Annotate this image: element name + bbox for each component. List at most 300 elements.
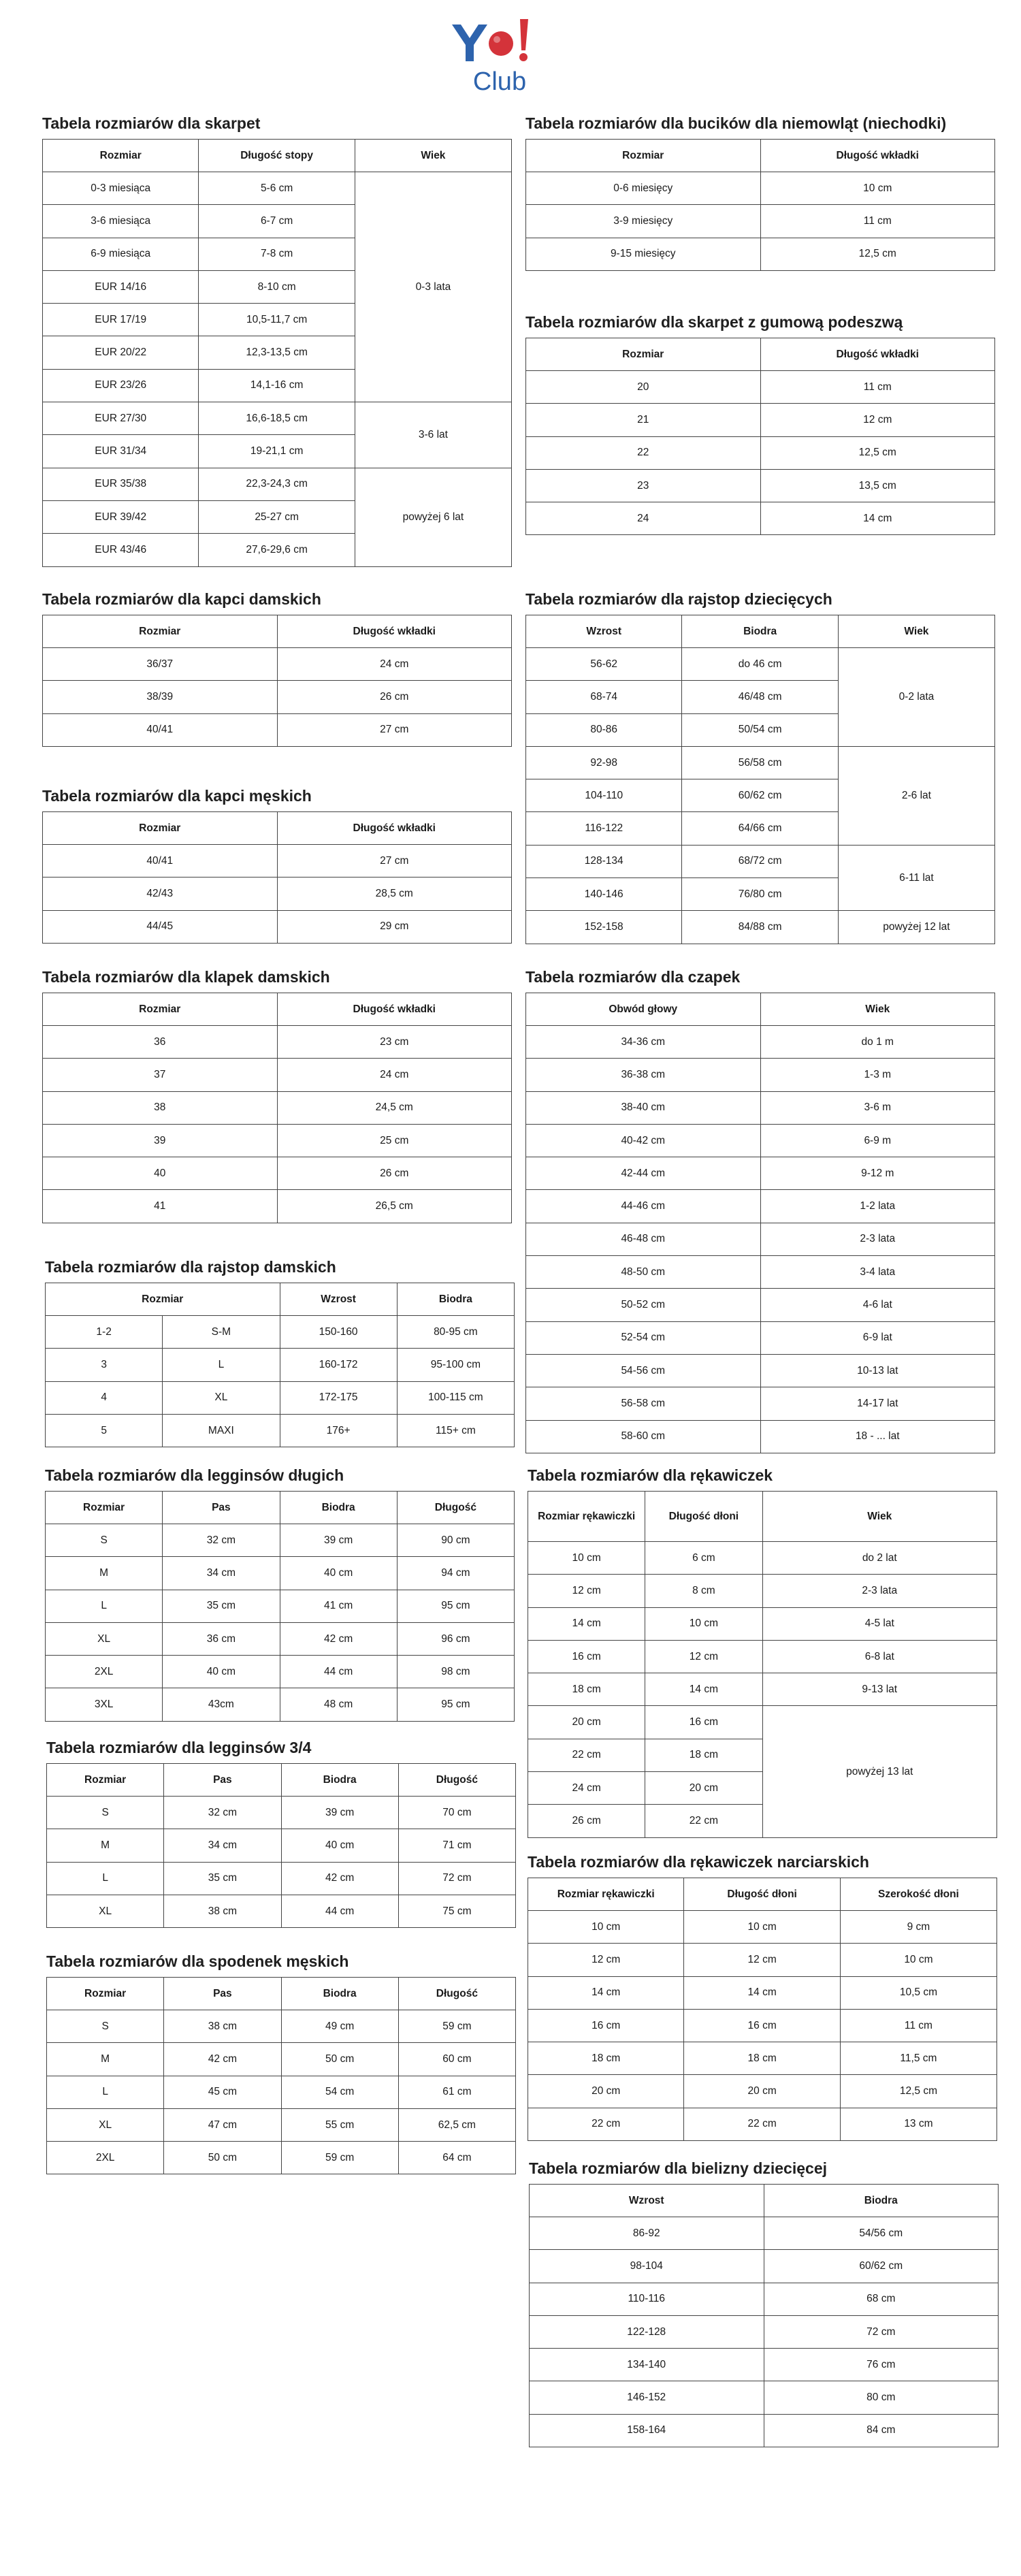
- table-cell: 96 cm: [397, 1622, 514, 1655]
- table-cell: EUR 17/19: [43, 304, 199, 336]
- table-header-cell: Długość wkładki: [277, 993, 512, 1026]
- section-title: Tabela rozmiarów dla bielizny dziecięcej: [529, 2159, 827, 2177]
- table-header-cell: Rozmiar: [46, 1283, 280, 1316]
- table-cell: 10 cm: [840, 1944, 996, 1976]
- table-header-cell: Długość: [397, 1492, 514, 1524]
- table-header-cell: Rozmiar: [47, 1978, 164, 2010]
- table-row: [526, 1420, 995, 1453]
- table-row: [43, 402, 512, 435]
- table-cell: 10,5-11,7 cm: [199, 304, 355, 336]
- table-cell: 3-4 lata: [760, 1256, 995, 1289]
- table-cell: MAXI: [163, 1414, 280, 1447]
- table-cell: 76 cm: [764, 2349, 999, 2381]
- table-cell: 40-42 cm: [526, 1124, 761, 1157]
- table-cell: 80 cm: [764, 2381, 999, 2414]
- table-cell: 38 cm: [164, 1895, 281, 1927]
- table-cell: 6-7 cm: [199, 205, 355, 238]
- table-header-cell: Długość wkładki: [760, 338, 995, 371]
- section-rajstop-dz: [525, 589, 995, 944]
- section-kapci-m: [42, 786, 512, 944]
- size-table-kapci-d: [42, 615, 512, 747]
- table-cell: 116-122: [526, 812, 682, 845]
- table-row: [46, 1688, 515, 1721]
- table-cell: 6-9 lat: [760, 1321, 995, 1354]
- table-row: [46, 1622, 515, 1655]
- table-cell: 16 cm: [645, 1706, 762, 1739]
- table-cell: 6-9 m: [760, 1124, 995, 1157]
- section-title: Tabela rozmiarów dla legginsów 3/4: [46, 1739, 312, 1756]
- table-header-row: [526, 140, 995, 172]
- table-cell: 61 cm: [398, 2076, 515, 2108]
- table-cell: 14 cm: [684, 1976, 840, 2009]
- table-cell: powyżej 6 lat: [355, 468, 511, 566]
- table-cell: 68 cm: [764, 2283, 999, 2315]
- table-cell: 0-3 lata: [355, 172, 511, 402]
- size-table-rekaw-narc: [528, 1878, 997, 2141]
- table-cell: 46/48 cm: [682, 681, 838, 713]
- table-cell: 134-140: [530, 2349, 764, 2381]
- table-row: [43, 713, 512, 746]
- table-cell: 59 cm: [281, 2142, 398, 2174]
- table-cell: powyżej 12 lat: [838, 911, 994, 944]
- table-header-cell: Biodra: [281, 1764, 398, 1797]
- table-cell: 40/41: [43, 713, 278, 746]
- table-header-cell: Pas: [164, 1764, 281, 1797]
- table-cell: 4: [46, 1381, 163, 1414]
- table-cell: 12,5 cm: [760, 238, 995, 270]
- table-cell: 50/54 cm: [682, 713, 838, 746]
- table-cell: 54/56 cm: [764, 2217, 999, 2250]
- table-cell: 110-116: [530, 2283, 764, 2315]
- table-cell: 49 cm: [281, 2010, 398, 2043]
- table-cell: 3-6 miesiąca: [43, 205, 199, 238]
- table-cell: 4-6 lat: [760, 1289, 995, 1321]
- section-title: Tabela rozmiarów dla rajstop damskich: [45, 1258, 336, 1276]
- table-cell: XL: [47, 1895, 164, 1927]
- section-spodenek: [46, 1951, 516, 2174]
- table-cell: 150-160: [280, 1316, 397, 1349]
- table-row: [47, 1797, 516, 1829]
- table-row: [530, 2283, 999, 2315]
- table-row: [528, 1542, 997, 1575]
- table-row: [526, 404, 995, 436]
- table-cell: 10 cm: [684, 1911, 840, 1944]
- table-row: [528, 1944, 997, 1976]
- table-cell: 1-2: [46, 1316, 163, 1349]
- table-cell: 56/58 cm: [682, 746, 838, 779]
- table-cell: 18 cm: [528, 1673, 645, 1706]
- table-row: [46, 1381, 515, 1414]
- table-row: [526, 172, 995, 205]
- table-header-cell: Rozmiar: [46, 1492, 163, 1524]
- table-cell: 39 cm: [280, 1524, 397, 1557]
- table-cell: 72 cm: [398, 1862, 515, 1895]
- section-leg-dl: [45, 1465, 515, 1722]
- table-cell: 60 cm: [398, 2043, 515, 2076]
- section-title: Tabela rozmiarów dla rękawiczek: [528, 1466, 773, 1484]
- table-header-row: [47, 1764, 516, 1797]
- table-cell: 22,3-24,3 cm: [199, 468, 355, 500]
- table-cell: 100-115 cm: [397, 1381, 514, 1414]
- table-row: [528, 1911, 997, 1944]
- table-header-cell: Wiek: [762, 1492, 997, 1542]
- table-cell: 22 cm: [645, 1805, 762, 1837]
- table-cell: 95 cm: [397, 1590, 514, 1622]
- table-cell: 84 cm: [764, 2414, 999, 2447]
- table-row: [526, 1321, 995, 1354]
- table-cell: 21: [526, 404, 761, 436]
- yo-club-logo-icon: [442, 10, 538, 97]
- table-cell: 13 cm: [840, 2108, 996, 2140]
- table-row: [43, 1157, 512, 1190]
- table-cell: 26 cm: [277, 1157, 512, 1190]
- table-row: [47, 2142, 516, 2174]
- table-row: [526, 1354, 995, 1387]
- table-row: [528, 1640, 997, 1673]
- table-header-cell: Rozmiar: [47, 1764, 164, 1797]
- table-row: [47, 1895, 516, 1927]
- table-cell: 16 cm: [528, 1640, 645, 1673]
- table-cell: do 2 lat: [762, 1542, 997, 1575]
- table-cell: 140-146: [526, 878, 682, 911]
- table-cell: 36-38 cm: [526, 1059, 761, 1091]
- table-header-row: [528, 1492, 997, 1542]
- table-cell: 1-2 lata: [760, 1190, 995, 1223]
- table-cell: 2XL: [47, 2142, 164, 2174]
- table-cell: 2-3 lata: [762, 1575, 997, 1607]
- table-row: [43, 1026, 512, 1059]
- table-cell: 26 cm: [277, 681, 512, 713]
- table-cell: 152-158: [526, 911, 682, 944]
- section-rajstop-dam: [45, 1257, 515, 1447]
- table-cell: do 46 cm: [682, 648, 838, 681]
- table-row: [528, 1673, 997, 1706]
- table-row: [43, 172, 512, 205]
- table-cell: 27,6-29,6 cm: [199, 534, 355, 566]
- table-header-cell: Pas: [164, 1978, 281, 2010]
- table-cell: 54-56 cm: [526, 1354, 761, 1387]
- size-table-klapek: [42, 993, 512, 1223]
- section-leg-34: [46, 1737, 516, 1928]
- table-cell: 27 cm: [277, 845, 512, 878]
- table-row: [528, 2075, 997, 2108]
- table-cell: 18 cm: [528, 2042, 684, 2075]
- table-cell: 10,5 cm: [840, 1976, 996, 2009]
- table-cell: EUR 27/30: [43, 402, 199, 435]
- table-cell: 3-6 lat: [355, 402, 511, 468]
- table-header-cell: Długość wkładki: [760, 140, 995, 172]
- table-header-cell: Pas: [163, 1492, 280, 1524]
- table-cell: 9 cm: [840, 1911, 996, 1944]
- table-cell: EUR 14/16: [43, 270, 199, 303]
- table-cell: XL: [46, 1622, 163, 1655]
- table-row: [530, 2349, 999, 2381]
- table-header-cell: Długość dłoni: [684, 1878, 840, 1911]
- table-cell: 64 cm: [398, 2142, 515, 2174]
- table-cell: 24 cm: [277, 1059, 512, 1091]
- table-header-row: [528, 1878, 997, 1911]
- table-cell: 24 cm: [277, 648, 512, 681]
- table-row: [47, 1862, 516, 1895]
- table-cell: 45 cm: [164, 2076, 281, 2108]
- table-cell: EUR 35/38: [43, 468, 199, 500]
- section-bielizny: [529, 2158, 999, 2447]
- table-cell: 26,5 cm: [277, 1190, 512, 1223]
- logo: [442, 10, 538, 97]
- table-row: [43, 648, 512, 681]
- table-header-cell: Długość wkładki: [277, 615, 512, 648]
- table-cell: 38 cm: [164, 2010, 281, 2043]
- table-cell: 62,5 cm: [398, 2108, 515, 2141]
- table-cell: 20 cm: [684, 2075, 840, 2108]
- table-cell: 20: [526, 371, 761, 404]
- table-header-cell: Długość stopy: [199, 140, 355, 172]
- table-cell: 14 cm: [528, 1607, 645, 1640]
- table-cell: 1-3 m: [760, 1059, 995, 1091]
- table-cell: 2XL: [46, 1656, 163, 1688]
- table-cell: 29 cm: [277, 910, 512, 943]
- table-cell: 13,5 cm: [760, 469, 995, 502]
- table-cell: 32 cm: [163, 1524, 280, 1557]
- table-header-row: [43, 993, 512, 1026]
- table-cell: 46-48 cm: [526, 1223, 761, 1255]
- table-cell: L: [163, 1349, 280, 1381]
- table-row: [46, 1656, 515, 1688]
- table-row: [526, 205, 995, 238]
- table-cell: do 1 m: [760, 1026, 995, 1059]
- table-row: [526, 1124, 995, 1157]
- table-row: [46, 1316, 515, 1349]
- table-cell: 160-172: [280, 1349, 397, 1381]
- table-cell: L: [47, 2076, 164, 2108]
- section-title: Tabela rozmiarów dla skarpet: [42, 114, 261, 132]
- table-cell: 158-164: [530, 2414, 764, 2447]
- table-row: [528, 2042, 997, 2075]
- table-header-cell: Wiek: [760, 993, 995, 1026]
- table-row: [528, 2009, 997, 2042]
- table-cell: 44/45: [43, 910, 278, 943]
- table-cell: 36: [43, 1026, 278, 1059]
- table-row: [528, 1706, 997, 1739]
- table-header-row: [47, 1978, 516, 2010]
- table-row: [526, 845, 995, 878]
- table-cell: 56-62: [526, 648, 682, 681]
- table-cell: 27 cm: [277, 713, 512, 746]
- table-cell: 3-9 miesięcy: [526, 205, 761, 238]
- table-cell: L: [46, 1590, 163, 1622]
- table-row: [526, 371, 995, 404]
- table-cell: 68/72 cm: [682, 845, 838, 878]
- table-cell: EUR 20/22: [43, 336, 199, 369]
- table-header-cell: Biodra: [397, 1283, 514, 1316]
- size-table-leg-dl: [45, 1491, 515, 1722]
- section-title: Tabela rozmiarów dla kapci męskich: [42, 787, 312, 805]
- table-row: [530, 2414, 999, 2447]
- table-row: [526, 1157, 995, 1190]
- table-cell: 12 cm: [684, 1944, 840, 1976]
- table-cell: 11,5 cm: [840, 2042, 996, 2075]
- table-header-cell: Obwód głowy: [526, 993, 761, 1026]
- table-cell: XL: [163, 1381, 280, 1414]
- table-cell: 20 cm: [528, 2075, 684, 2108]
- table-row: [526, 1256, 995, 1289]
- table-cell: 94 cm: [397, 1557, 514, 1590]
- table-cell: 50 cm: [164, 2142, 281, 2174]
- table-header-cell: Wiek: [838, 615, 994, 648]
- table-row: [530, 2250, 999, 2283]
- table-cell: S-M: [163, 1316, 280, 1349]
- table-row: [526, 502, 995, 535]
- table-header-row: [43, 615, 512, 648]
- table-cell: 9-15 miesięcy: [526, 238, 761, 270]
- table-cell: 40 cm: [280, 1557, 397, 1590]
- table-cell: 80-86: [526, 713, 682, 746]
- table-cell: 16 cm: [684, 2009, 840, 2042]
- table-row: [526, 469, 995, 502]
- table-row: [526, 1059, 995, 1091]
- table-row: [526, 1026, 995, 1059]
- table-cell: 104-110: [526, 779, 682, 812]
- table-cell: 38: [43, 1091, 278, 1124]
- table-cell: 58-60 cm: [526, 1420, 761, 1453]
- table-row: [528, 1976, 997, 2009]
- table-cell: 60/62 cm: [682, 779, 838, 812]
- table-cell: 11 cm: [760, 205, 995, 238]
- table-cell: 44 cm: [281, 1895, 398, 1927]
- table-cell: 12 cm: [760, 404, 995, 436]
- section-klapek: [42, 967, 512, 1223]
- table-row: [526, 436, 995, 469]
- section-bucikow: [525, 113, 995, 271]
- table-cell: EUR 39/42: [43, 500, 199, 533]
- table-cell: S: [47, 2010, 164, 2043]
- table-cell: 37: [43, 1059, 278, 1091]
- table-cell: 176+: [280, 1414, 397, 1447]
- section-skarpet: [42, 113, 512, 567]
- table-cell: S: [47, 1797, 164, 1829]
- table-cell: L: [47, 1862, 164, 1895]
- table-cell: 56-58 cm: [526, 1387, 761, 1420]
- table-cell: 7-8 cm: [199, 238, 355, 270]
- table-header-cell: Rozmiar: [43, 615, 278, 648]
- table-cell: 12,5 cm: [840, 2075, 996, 2108]
- table-cell: 22 cm: [528, 2108, 684, 2140]
- table-row: [46, 1557, 515, 1590]
- table-header-row: [46, 1492, 515, 1524]
- table-cell: 40/41: [43, 845, 278, 878]
- table-row: [43, 910, 512, 943]
- table-cell: 28,5 cm: [277, 878, 512, 910]
- table-row: [43, 1091, 512, 1124]
- size-table-skarpet: [42, 139, 512, 567]
- table-row: [526, 1223, 995, 1255]
- table-cell: 22 cm: [684, 2108, 840, 2140]
- table-cell: 24 cm: [528, 1772, 645, 1805]
- table-header-cell: Długość: [398, 1764, 515, 1797]
- table-cell: 95-100 cm: [397, 1349, 514, 1381]
- section-title: Tabela rozmiarów dla spodenek męskich: [46, 1952, 349, 1970]
- table-cell: M: [47, 1829, 164, 1862]
- table-header-cell: Biodra: [682, 615, 838, 648]
- table-cell: M: [46, 1557, 163, 1590]
- table-header-cell: Biodra: [281, 1978, 398, 2010]
- table-cell: 10 cm: [645, 1607, 762, 1640]
- logo-club-text: Club: [472, 67, 527, 96]
- table-cell: 55 cm: [281, 2108, 398, 2141]
- table-cell: 76/80 cm: [682, 878, 838, 911]
- table-header-cell: Długość wkładki: [277, 812, 512, 845]
- table-cell: 115+ cm: [397, 1414, 514, 1447]
- table-cell: 11 cm: [840, 2009, 996, 2042]
- table-cell: 92-98: [526, 746, 682, 779]
- table-cell: 23 cm: [277, 1026, 512, 1059]
- table-cell: 14 cm: [645, 1673, 762, 1706]
- table-cell: 75 cm: [398, 1895, 515, 1927]
- table-cell: 10 cm: [760, 172, 995, 205]
- table-header-row: [530, 2185, 999, 2217]
- table-header-row: [43, 140, 512, 172]
- table-cell: 25 cm: [277, 1124, 512, 1157]
- table-cell: 54 cm: [281, 2076, 398, 2108]
- section-title: Tabela rozmiarów dla rękawiczek narciarskich: [528, 1853, 869, 1871]
- table-cell: 172-175: [280, 1381, 397, 1414]
- table-cell: 14-17 lat: [760, 1387, 995, 1420]
- table-header-cell: Szerokość dłoni: [840, 1878, 996, 1911]
- table-cell: EUR 43/46: [43, 534, 199, 566]
- section-czapek: [525, 967, 995, 1453]
- section-title: Tabela rozmiarów dla kapci damskich: [42, 590, 321, 608]
- table-row: [43, 681, 512, 713]
- table-cell: 0-2 lata: [838, 648, 994, 747]
- table-row: [530, 2217, 999, 2250]
- table-cell: 6-8 lat: [762, 1640, 997, 1673]
- table-cell: 3XL: [46, 1688, 163, 1721]
- table-cell: 86-92: [530, 2217, 764, 2250]
- table-row: [526, 746, 995, 779]
- table-header-row: [526, 993, 995, 1026]
- size-table-leg-34: [46, 1763, 516, 1928]
- table-cell: 16,6-18,5 cm: [199, 402, 355, 435]
- table-row: [526, 1387, 995, 1420]
- table-cell: 20 cm: [645, 1772, 762, 1805]
- table-row: [528, 1607, 997, 1640]
- table-cell: 84/88 cm: [682, 911, 838, 944]
- table-cell: 90 cm: [397, 1524, 514, 1557]
- table-cell: 44 cm: [280, 1656, 397, 1688]
- table-cell: 95 cm: [397, 1688, 514, 1721]
- table-row: [47, 2043, 516, 2076]
- table-row: [530, 2381, 999, 2414]
- table-row: [43, 1124, 512, 1157]
- table-header-row: [46, 1283, 515, 1316]
- table-row: [46, 1590, 515, 1622]
- table-cell: 12 cm: [645, 1640, 762, 1673]
- table-cell: 35 cm: [163, 1590, 280, 1622]
- table-cell: 8 cm: [645, 1575, 762, 1607]
- table-cell: 35 cm: [164, 1862, 281, 1895]
- table-header-cell: Wzrost: [530, 2185, 764, 2217]
- section-title: Tabela rozmiarów dla bucików dla niemowląt (niechodki): [525, 114, 947, 132]
- size-table-rajstop-dz: [525, 615, 995, 944]
- table-cell: 2-3 lata: [760, 1223, 995, 1255]
- table-cell: 64/66 cm: [682, 812, 838, 845]
- table-row: [526, 911, 995, 944]
- table-cell: 36/37: [43, 648, 278, 681]
- table-cell: 3-6 m: [760, 1091, 995, 1124]
- table-header-row: [526, 338, 995, 371]
- section-rekaw: [528, 1465, 997, 1838]
- table-row: [47, 2108, 516, 2141]
